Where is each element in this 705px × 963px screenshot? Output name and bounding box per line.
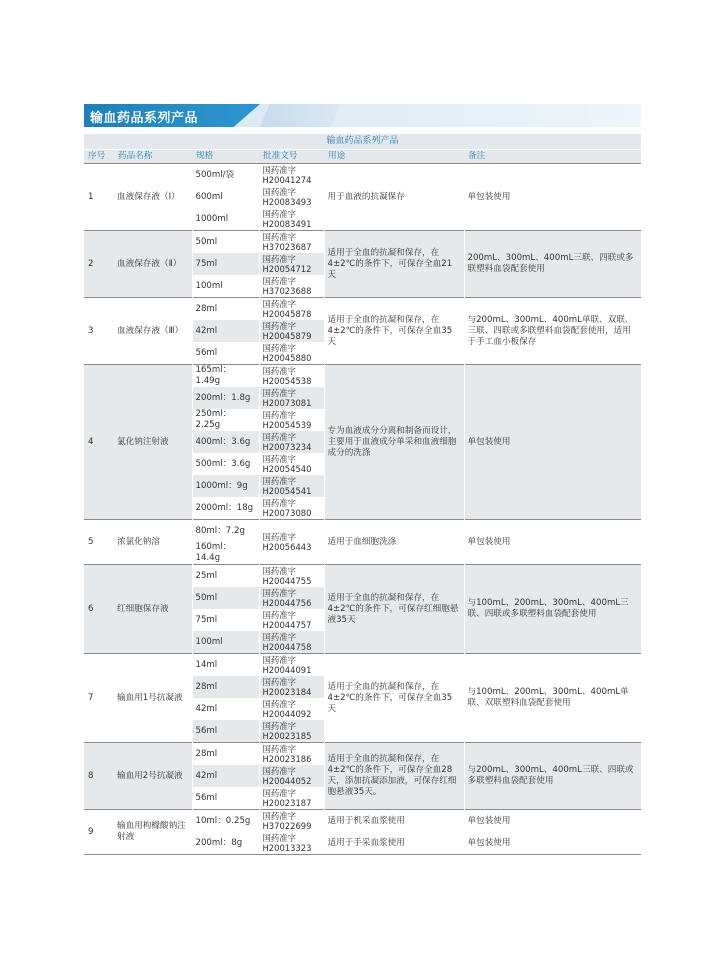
cell-spec: 28ml [192, 676, 259, 698]
cell-use: 适用于手采血浆使用 [324, 832, 464, 854]
approval-label: 国药准字 [262, 654, 296, 665]
header-name: 药品名称 [114, 150, 192, 164]
cell-approval [259, 497, 324, 520]
cell-approval [259, 810, 324, 833]
approval-number: H20083491 [262, 219, 312, 229]
approval-number: H20023187 [262, 798, 312, 808]
cell-spec: 25ml [192, 565, 259, 588]
approval-label: 国药准字 [262, 253, 296, 264]
cell-spec: 200ml：1.8g [192, 387, 259, 409]
cell-approval [259, 565, 324, 588]
cell-approval [259, 475, 324, 497]
banner-accent-stripe [260, 104, 340, 127]
cell-spec: 100ml [192, 631, 259, 654]
table-header-row [84, 150, 641, 164]
cell-name: 输血用2号抗凝液 [114, 743, 192, 810]
cell-use: 用于血液的抗凝保存 [324, 164, 464, 231]
approval-number: H20044756 [262, 598, 312, 608]
cell-approval [259, 365, 324, 388]
approval-label: 国药准字 [262, 365, 296, 376]
cell-no: 6 [84, 565, 114, 654]
table-row [84, 164, 641, 187]
cell-spec: 75ml [192, 253, 259, 275]
approval-number: H20044092 [262, 709, 312, 719]
cell-use: 适用于全血的抗凝和保存，在4±2℃的条件下，可保存全血28天，添加抗凝添加液，可保存红细胞悬液35天。 [324, 743, 464, 810]
cell-spec: 10ml：0.25g [192, 810, 259, 833]
approval-number: H20054541 [262, 486, 312, 496]
cell-note: 200mL、300mL、400mL三联、四联或多联塑料血袋配套使用 [464, 231, 641, 298]
table-row [84, 810, 641, 833]
cell-approval [259, 164, 324, 187]
approval-label: 国药准字 [262, 720, 296, 731]
table-row [84, 365, 641, 388]
cell-approval [259, 387, 324, 409]
cell-approval [259, 787, 324, 810]
approval-label: 国药准字 [262, 298, 296, 309]
table-row [84, 565, 641, 588]
approval-number: H20054712 [262, 264, 312, 274]
approval-label: 国药准字 [262, 609, 296, 620]
cell-no: 2 [84, 231, 114, 298]
approval-number: H20054539 [262, 420, 312, 430]
cell-approval [259, 520, 324, 565]
cell-spec: 42ml [192, 320, 259, 342]
cell-no: 3 [84, 298, 114, 365]
approval-number: H20045879 [262, 331, 312, 341]
approval-number: H20023186 [262, 754, 312, 764]
cell-spec: 160ml：14.4g [192, 542, 259, 565]
table-bottom-rule [84, 854, 641, 855]
approval-number: H20041274 [262, 175, 312, 185]
approval-label: 国药准字 [262, 164, 296, 175]
approval-number: H20044052 [262, 776, 312, 786]
cell-spec: 500ml：3.6g [192, 453, 259, 475]
approval-number: H20073080 [262, 508, 312, 518]
approval-label: 国药准字 [262, 186, 296, 197]
cell-approval [259, 832, 324, 854]
cell-approval [259, 743, 324, 766]
cell-approval [259, 453, 324, 475]
cell-spec: 250ml：2.25g [192, 409, 259, 431]
header-use: 用途 [324, 150, 464, 164]
cell-no: 5 [84, 520, 114, 565]
approval-label: 国药准字 [262, 565, 296, 576]
table-row [84, 654, 641, 677]
approval-number: H20023185 [262, 731, 312, 741]
approval-number: H20044091 [262, 665, 312, 675]
section-banner [84, 104, 641, 127]
header-note: 备注 [464, 150, 641, 164]
cell-note: 单包装使用 [464, 520, 641, 565]
cell-note: 单包装使用 [464, 365, 641, 520]
cell-approval [259, 186, 324, 208]
approval-number: H20054540 [262, 464, 312, 474]
approval-label: 国药准字 [262, 475, 296, 486]
cell-no: 8 [84, 743, 114, 810]
approval-label: 国药准字 [262, 431, 296, 442]
cell-approval [259, 587, 324, 609]
cell-name: 血液保存液（Ⅲ） [114, 298, 192, 365]
cell-approval [259, 431, 324, 453]
cell-approval [259, 609, 324, 631]
cell-approval [259, 342, 324, 365]
approval-label: 国药准字 [262, 832, 296, 843]
cell-note: 单包装使用 [464, 164, 641, 231]
cell-use: 适用于血细胞洗涤 [324, 520, 464, 565]
approval-label: 国药准字 [262, 275, 296, 286]
cell-approval [259, 275, 324, 298]
cell-spec: 1000ml [192, 208, 259, 231]
approval-number: H20044755 [262, 576, 312, 586]
cell-use: 适用于全血的抗凝和保存，在4±2℃的条件下，可保存全血35天 [324, 298, 464, 365]
cell-approval [259, 253, 324, 275]
approval-label: 国药准字 [262, 631, 296, 642]
approval-number: H20013323 [262, 843, 312, 853]
cell-spec: 42ml [192, 698, 259, 720]
cell-spec: 1000ml：9g [192, 475, 259, 497]
approval-label: 国药准字 [262, 787, 296, 798]
cell-approval [259, 720, 324, 743]
approval-label: 国药准字 [262, 765, 296, 776]
table-row [84, 520, 641, 543]
cell-approval [259, 765, 324, 787]
approval-label: 国药准字 [262, 497, 296, 508]
cell-name: 输血用1号抗凝液 [114, 654, 192, 743]
approval-number: H20045880 [262, 353, 312, 363]
cell-note: 与200mL、300mL、400mL单联、双联、三联、四联或多联塑料血袋配套使用，适用于手工血小板保存 [464, 298, 641, 365]
cell-spec: 165ml：1.49g [192, 365, 259, 388]
header-no: 序号 [84, 150, 114, 164]
cell-note: 与200mL、300mL、400mL三联、四联或多联塑料血袋配套使用 [464, 743, 641, 810]
approval-label: 国药准字 [262, 531, 296, 542]
cell-spec: 500ml/袋 [192, 164, 259, 187]
cell-spec: 400ml：3.6g [192, 431, 259, 453]
table-title: 输血药品系列产品 [84, 134, 641, 150]
approval-number: H20073081 [262, 398, 312, 408]
header-spec: 规格 [192, 150, 259, 164]
table-row [84, 743, 641, 766]
cell-spec: 100ml [192, 275, 259, 298]
cell-spec: 80ml：7.2g [192, 520, 259, 543]
cell-approval [259, 231, 324, 254]
approval-number: H37023687 [262, 242, 312, 252]
cell-use: 专为血液成分分离和制备而设计，主要用于血液成分单采和血液细胞成分的洗涤 [324, 365, 464, 520]
approval-label: 国药准字 [262, 409, 296, 420]
approval-number: H20023184 [262, 687, 312, 697]
cell-spec: 200ml：8g [192, 832, 259, 854]
cell-approval [259, 298, 324, 321]
approval-number: H20054538 [262, 376, 312, 386]
cell-approval [259, 698, 324, 720]
cell-note: 与100mL、200mL、300mL、400mL三联、四联或多联塑料血袋配套使用 [464, 565, 641, 654]
cell-spec: 56ml [192, 342, 259, 365]
cell-approval [259, 631, 324, 654]
cell-name: 血液保存液（Ⅱ） [114, 231, 192, 298]
cell-approval [259, 676, 324, 698]
header-approval: 批准文号 [259, 150, 324, 164]
cell-use: 适用于全血的抗凝和保存，在4±2℃的条件下，可保存红细胞悬液35天 [324, 565, 464, 654]
cell-name: 输血用枸橼酸钠注射液 [114, 810, 192, 855]
cell-note: 与100mL、200mL、300mL、400mL单联、双联塑料血袋配套使用 [464, 654, 641, 743]
approval-number: H20073234 [262, 442, 312, 452]
cell-name: 浓氯化钠溶 [114, 520, 192, 565]
approval-label: 国药准字 [262, 810, 296, 821]
approval-number: H20044758 [262, 642, 312, 652]
product-table-grid [84, 150, 641, 854]
cell-no: 4 [84, 365, 114, 520]
approval-label: 国药准字 [262, 208, 296, 219]
approval-label: 国药准字 [262, 342, 296, 353]
approval-label: 国药准字 [262, 231, 296, 242]
product-table [84, 134, 641, 854]
cell-name: 血液保存液（Ⅰ） [114, 164, 192, 231]
cell-spec: 14ml [192, 654, 259, 677]
approval-label: 国药准字 [262, 698, 296, 709]
cell-note: 单包装使用 [464, 810, 641, 833]
approval-label: 国药准字 [262, 587, 296, 598]
table-row [84, 231, 641, 254]
cell-use: 适用于全血的抗凝和保存，在4±2℃的条件下，可保存全血35天 [324, 654, 464, 743]
cell-spec: 600ml [192, 186, 259, 208]
cell-spec: 28ml [192, 298, 259, 321]
cell-spec: 2000ml：18g [192, 497, 259, 520]
cell-spec: 50ml [192, 587, 259, 609]
approval-number: H20045878 [262, 309, 312, 319]
cell-approval [259, 208, 324, 231]
cell-no: 7 [84, 654, 114, 743]
approval-label: 国药准字 [262, 320, 296, 331]
cell-approval [259, 654, 324, 677]
approval-label: 国药准字 [262, 676, 296, 687]
approval-number: H20083493 [262, 197, 312, 207]
approval-number: H37022699 [262, 821, 312, 831]
cell-name: 氯化钠注射液 [114, 365, 192, 520]
cell-spec: 28ml [192, 743, 259, 766]
approval-number: H37023688 [262, 286, 312, 296]
cell-spec: 56ml [192, 720, 259, 743]
cell-no: 9 [84, 810, 114, 855]
table-row [84, 298, 641, 321]
approval-number: H20044757 [262, 620, 312, 630]
approval-label: 国药准字 [262, 453, 296, 464]
cell-spec: 42ml [192, 765, 259, 787]
approval-number: H20056443 [262, 542, 312, 552]
approval-label: 国药准字 [262, 743, 296, 754]
cell-spec: 75ml [192, 609, 259, 631]
cell-name: 红细胞保存液 [114, 565, 192, 654]
cell-use: 适用于全血的抗凝和保存，在4±2℃的条件下，可保存全血21天 [324, 231, 464, 298]
approval-label: 国药准字 [262, 387, 296, 398]
cell-approval [259, 409, 324, 431]
table-body [84, 164, 641, 855]
cell-no: 1 [84, 164, 114, 231]
section-title: 输血药品系列产品 [90, 111, 199, 126]
cell-spec: 56ml [192, 787, 259, 810]
cell-spec: 50ml [192, 231, 259, 254]
cell-note: 单包装使用 [464, 832, 641, 854]
cell-use: 适用于机采血浆使用 [324, 810, 464, 833]
cell-approval [259, 320, 324, 342]
